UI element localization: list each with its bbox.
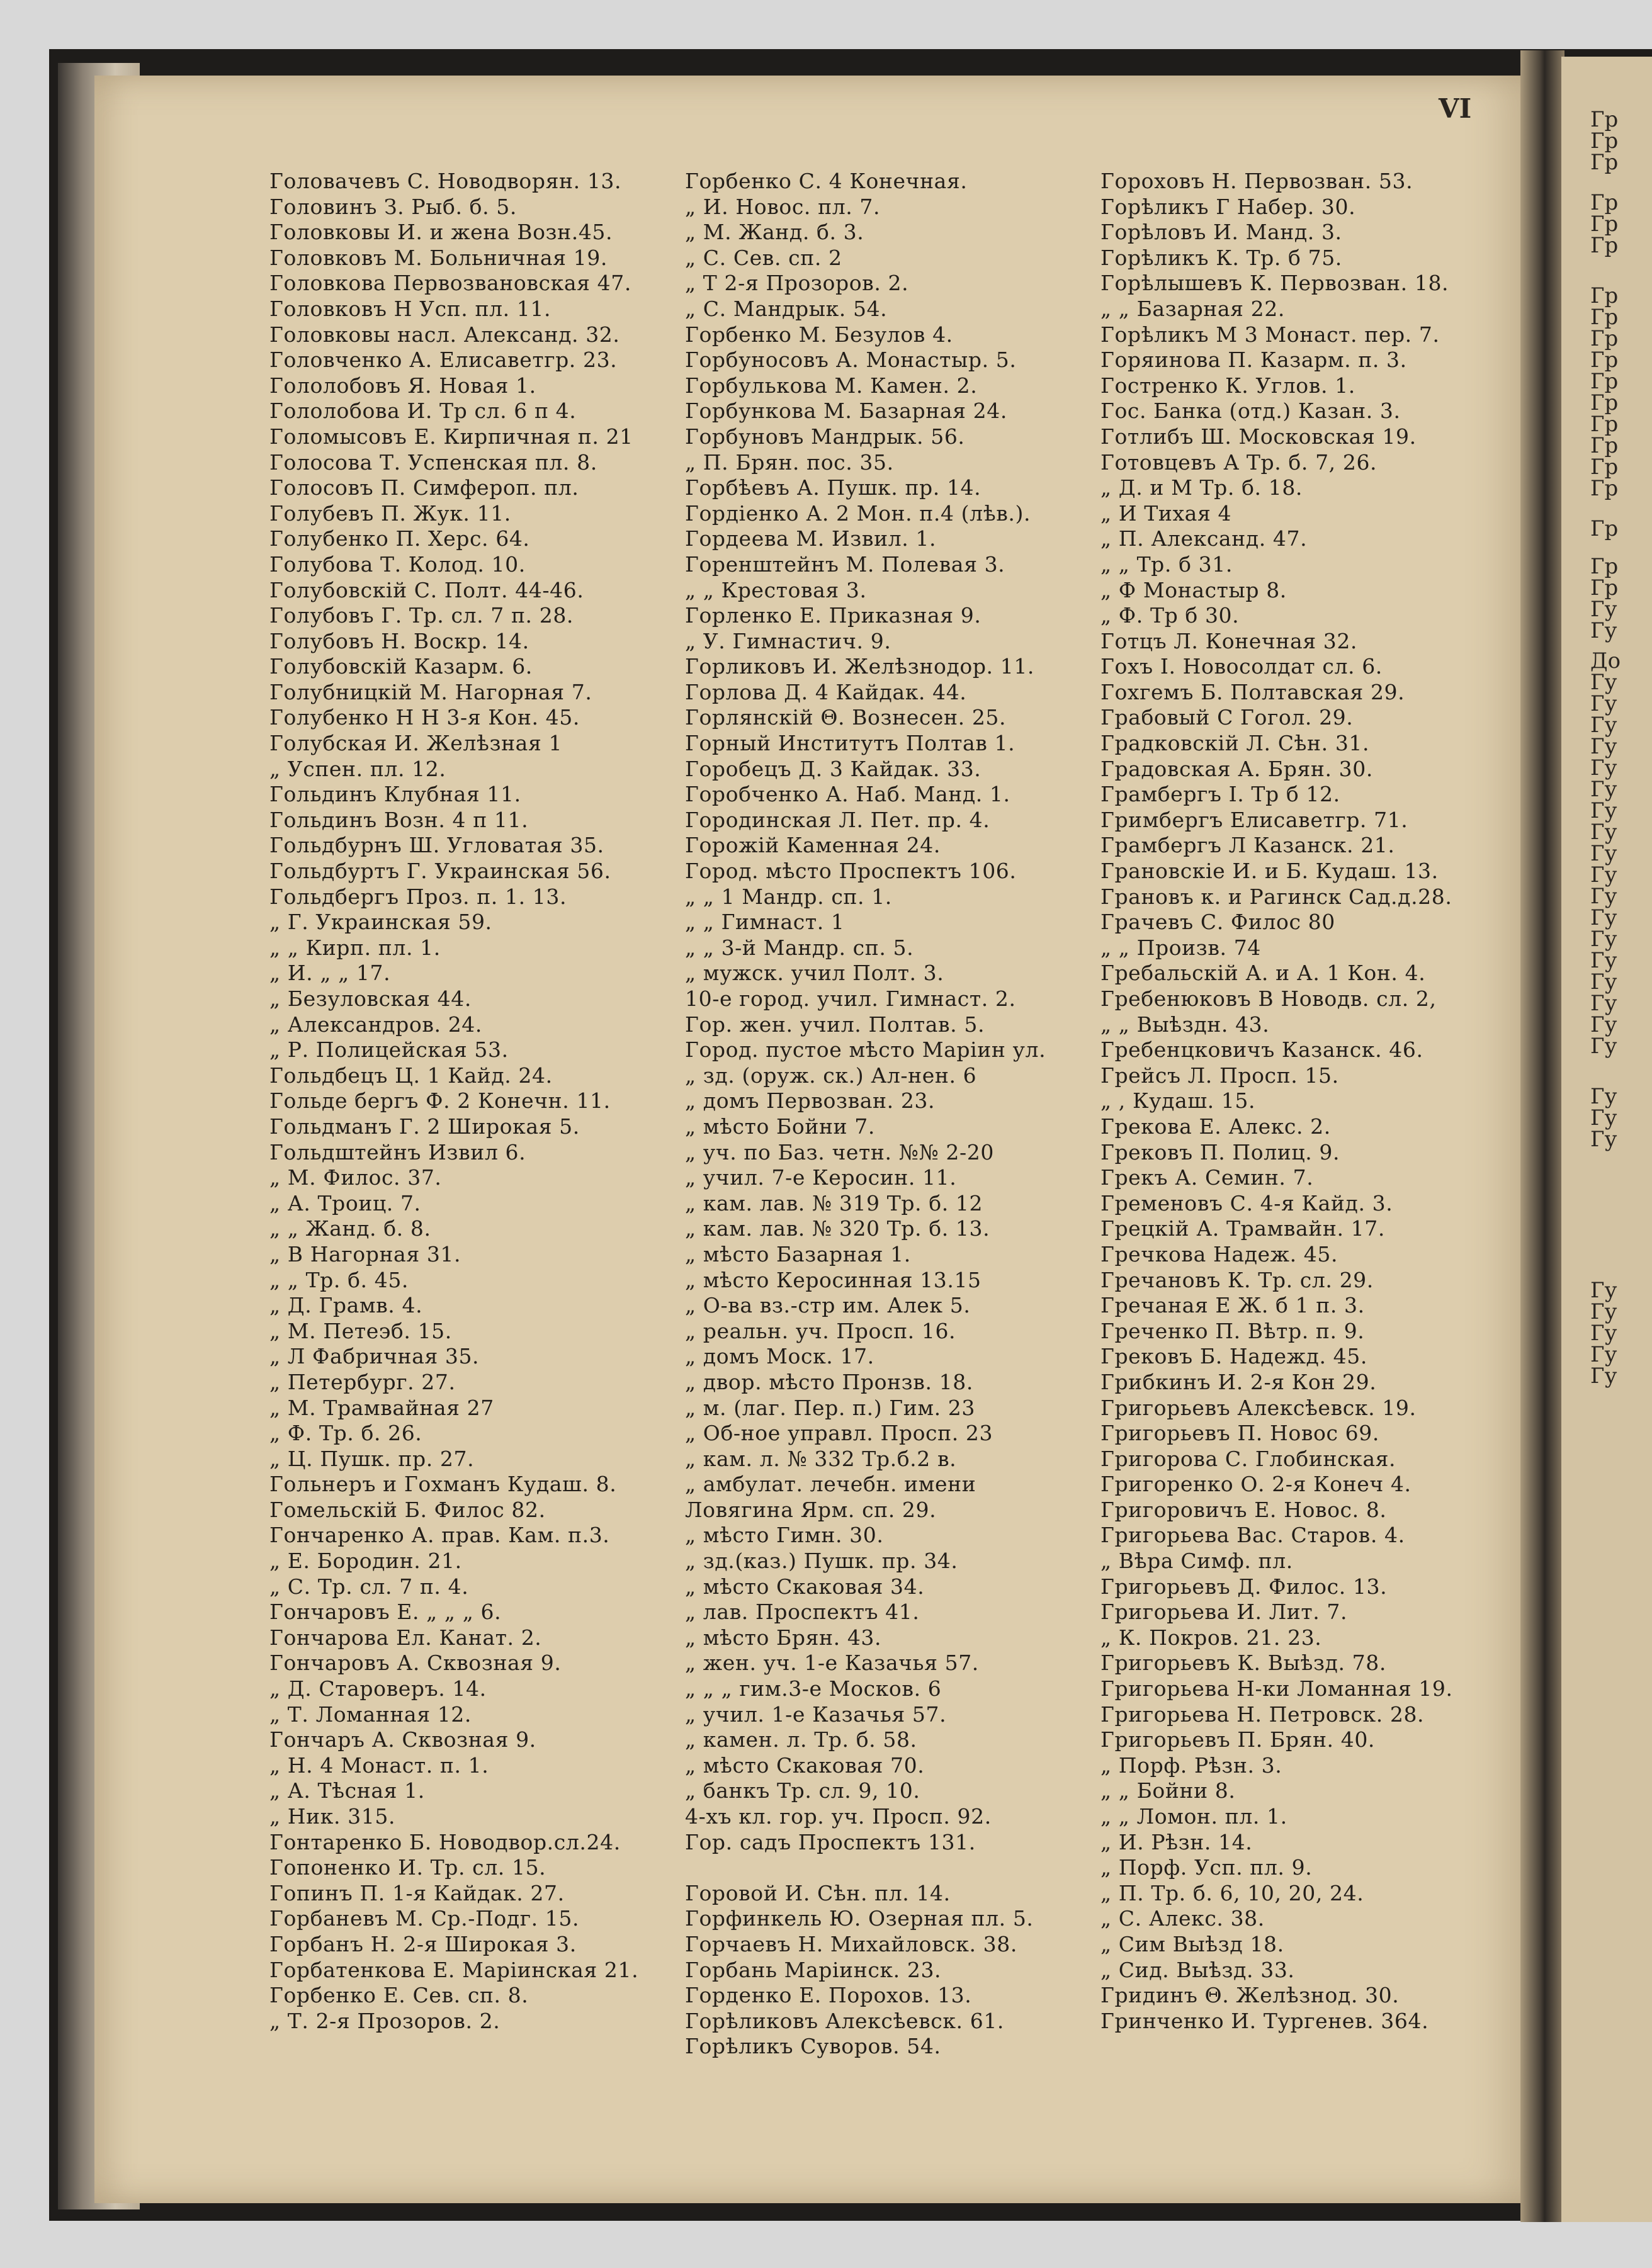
next-page-fragment: Гу bbox=[1590, 1321, 1617, 1346]
directory-entry: „ К. Покров. 21. 23. bbox=[1100, 1625, 1322, 1650]
next-page-fragment: Гу bbox=[1590, 734, 1617, 759]
directory-entry: Головковъ М. Больничная 19. bbox=[269, 245, 608, 270]
directory-entry: Горленко Е. Приказная 9. bbox=[685, 603, 982, 628]
directory-entry: Григорьевъ П. Брян. 40. bbox=[1100, 1727, 1376, 1752]
directory-entry: Гречкова Надеж. 45. bbox=[1100, 1241, 1338, 1267]
directory-entry: Гостренко К. Углов. 1. bbox=[1100, 373, 1355, 398]
directory-entry: „ „ Крестовая 3. bbox=[685, 577, 867, 602]
directory-entry: Ловягина Ярм. сп. 29. bbox=[685, 1497, 937, 1522]
directory-entry: „ И. „ „ 17. bbox=[269, 961, 391, 986]
page-number: VI bbox=[1439, 93, 1472, 124]
directory-entry: „ Т. Ломанная 12. bbox=[269, 1701, 472, 1727]
book-gutter bbox=[1520, 50, 1564, 2222]
directory-entry: Головковы насл. Александ. 32. bbox=[269, 322, 620, 347]
directory-entry: „ Ц. Пушк. пр. 27. bbox=[269, 1446, 475, 1471]
directory-entry: „ Ф. Тр б 30. bbox=[1100, 603, 1240, 628]
directory-entry: „ учил. 7-е Керосин. 11. bbox=[685, 1165, 957, 1190]
directory-entry: Гринченко И. Тургенев. 364. bbox=[1100, 2008, 1429, 2033]
directory-entry: „ П. Александ. 47. bbox=[1100, 526, 1308, 551]
directory-entry: „ зд.(каз.) Пушк. пр. 34. bbox=[685, 1549, 958, 1574]
directory-entry: Горяинова П. Казарм. п. 3. bbox=[1100, 347, 1407, 373]
directory-entry: Гончаровъ Е. „ „ „ 6. bbox=[269, 1599, 502, 1625]
next-page-fragment: Гу bbox=[1590, 1342, 1617, 1367]
directory-entry: Гольдбуртъ Г. Украинская 56. bbox=[269, 859, 611, 884]
directory-entry: Горбулькова М. Камен. 2. bbox=[685, 373, 978, 398]
next-page-fragment: Гу bbox=[1590, 691, 1617, 716]
directory-entry: Голубская И. Желѣзная 1 bbox=[269, 731, 563, 756]
next-page-fragment: Гу bbox=[1590, 1084, 1617, 1109]
directory-entry: Голосовъ П. Симфероп. пл. bbox=[269, 475, 579, 500]
directory-entry: Гордіенко А. 2 Мон. п.4 (лѣв.). bbox=[685, 500, 1031, 526]
directory-entry: Гопоненко И. Тр. сл. 15. bbox=[269, 1855, 546, 1880]
directory-entry: Готовцевъ А Тр. б. 7, 26. bbox=[1100, 449, 1378, 475]
directory-entry: Горожій Каменная 24. bbox=[685, 833, 941, 858]
next-page-fragment: Гу bbox=[1590, 969, 1617, 995]
directory-entry: „ „ Гимнаст. 1 bbox=[685, 910, 845, 935]
directory-entry: „ Сид. Выѣзд. 33. bbox=[1100, 1957, 1295, 1982]
next-page-fragment: Гр bbox=[1590, 369, 1619, 394]
directory-entry: „ И Тихая 4 bbox=[1100, 500, 1232, 526]
directory-entry: „ кам. лав. № 319 Тр. б. 12 bbox=[685, 1190, 983, 1216]
directory-entry: Гохгемъ Б. Полтавская 29. bbox=[1100, 679, 1405, 704]
directory-entry: „ Александров. 24. bbox=[269, 1012, 482, 1037]
directory-entry: „ Порф. Усп. пл. 9. bbox=[1100, 1855, 1313, 1880]
directory-entry: Грачевъ С. Филос 80 bbox=[1100, 910, 1335, 935]
directory-entry: Горбаневъ М. Ср.-Подг. 15. bbox=[269, 1906, 580, 1931]
directory-entry: Грамбергъ I. Тр б 12. bbox=[1100, 782, 1340, 807]
directory-entry: Гречаная Е Ж. б 1 п. 3. bbox=[1100, 1293, 1365, 1318]
directory-entry: Горбань Маріинск. 23. bbox=[685, 1957, 942, 1982]
next-page-fragment: Гр bbox=[1590, 150, 1619, 175]
directory-entry: „ Порф. Рѣзн. 3. bbox=[1100, 1752, 1282, 1778]
column-2 bbox=[685, 169, 1094, 2060]
directory-entry: „ домъ Моск. 17. bbox=[685, 1344, 874, 1369]
next-page-fragment: Гр bbox=[1590, 107, 1619, 132]
directory-entry: „ Г. Украинская 59. bbox=[269, 910, 492, 935]
directory-entry: Гольдинъ Клубная 11. bbox=[269, 782, 521, 807]
directory-entry: „ Т 2-я Прозоров. 2. bbox=[685, 271, 909, 296]
directory-entry: 4-хъ кл. гор. уч. Просп. 92. bbox=[685, 1804, 992, 1829]
directory-entry: Город. мѣсто Проспектъ 106. bbox=[685, 859, 1017, 884]
next-page-fragment: Гр bbox=[1590, 476, 1619, 501]
directory-entry: Грековъ Б. Надежд. 45. bbox=[1100, 1344, 1367, 1369]
directory-entry: „ М. Трамвайная 27 bbox=[269, 1395, 494, 1420]
next-page-fragment: Гу bbox=[1590, 1278, 1617, 1303]
directory-entry: Грибкинъ И. 2-я Кон 29. bbox=[1100, 1369, 1377, 1394]
directory-entry: Гордеева М. Извил. 1. bbox=[685, 526, 937, 551]
directory-entry: „ С. Мандрык. 54. bbox=[685, 296, 888, 321]
directory-entry: Горѣловъ И. Манд. 3. bbox=[1100, 220, 1342, 245]
directory-entry: Голубевъ П. Жук. 11. bbox=[269, 500, 511, 526]
directory-entry: Горбункова М. Базарная 24. bbox=[685, 398, 1007, 424]
directory-entry: „ амбулат. лечебн. имени bbox=[685, 1472, 976, 1497]
directory-entry: Гончарова Ел. Канат. 2. bbox=[269, 1625, 542, 1650]
directory-entry: Гомельскій Б. Филос 82. bbox=[269, 1497, 546, 1522]
directory-entry bbox=[685, 1855, 1094, 1881]
next-page-fragment: Гр bbox=[1590, 454, 1619, 480]
directory-entry: „ „ Тр. б 31. bbox=[1100, 551, 1233, 577]
directory-entry: Головковы И. и жена Возн.45. bbox=[269, 220, 613, 245]
directory-entry: Голубовъ Г. Тр. сл. 7 п. 28. bbox=[269, 603, 574, 628]
directory-entry: Голубовскій С. Полт. 44-46. bbox=[269, 577, 584, 602]
directory-entry: Греченко П. Вѣтр. п. 9. bbox=[1100, 1318, 1365, 1343]
directory-entry: „ Д. и М Тр. б. 18. bbox=[1100, 475, 1303, 500]
next-page-fragment: Гу bbox=[1590, 905, 1617, 930]
directory-entry: Горный Институтъ Полтав 1. bbox=[685, 731, 1016, 756]
next-page-fragment: Гр bbox=[1590, 190, 1619, 215]
directory-entry: Гременовъ С. 4-я Кайд. 3. bbox=[1100, 1190, 1393, 1216]
directory-entry: „ реальн. уч. Просп. 16. bbox=[685, 1318, 956, 1343]
next-page-fragment: Гр bbox=[1590, 283, 1619, 308]
next-page-fragment: Гр bbox=[1590, 433, 1619, 458]
directory-entry: „ Д. Староверъ. 14. bbox=[269, 1676, 487, 1701]
directory-entry: Гос. Банка (отд.) Казан. 3. bbox=[1100, 398, 1401, 424]
directory-entry: „ М. Филос. 37. bbox=[269, 1165, 442, 1190]
directory-entry: „ Е. Бородин. 21. bbox=[269, 1549, 462, 1574]
directory-entry: „ Д. Грамв. 4. bbox=[269, 1293, 423, 1318]
next-page-fragment: Гу bbox=[1590, 1012, 1617, 1037]
next-page-fragment: До bbox=[1590, 648, 1621, 674]
directory-entry: „ „ Кирп. пл. 1. bbox=[269, 935, 441, 960]
directory-entry: Гольдбецъ Ц. 1 Кайд. 24. bbox=[269, 1063, 553, 1088]
directory-entry: Готлибъ Ш. Московская 19. bbox=[1100, 424, 1417, 449]
directory-entry: Гольнеръ и Гохманъ Кудаш. 8. bbox=[269, 1472, 617, 1497]
directory-entry: „ лав. Проспектъ 41. bbox=[685, 1599, 920, 1625]
directory-entry: Григорьева Н. Петровск. 28. bbox=[1100, 1701, 1425, 1727]
directory-entry: Город. пустое мѣсто Маріин ул. bbox=[685, 1037, 1046, 1063]
directory-entry: Грекъ А. Семин. 7. bbox=[1100, 1165, 1314, 1190]
directory-entry: 10-е город. учил. Гимнаст. 2. bbox=[685, 986, 1016, 1011]
directory-entry: Горчаевъ Н. Михайловск. 38. bbox=[685, 1931, 1017, 1956]
directory-entry: „ кам. л. № 332 Тр.б.2 в. bbox=[685, 1446, 957, 1471]
directory-entry: Горлова Д. 4 Кайдак. 44. bbox=[685, 679, 967, 704]
next-page-fragment: Гу bbox=[1590, 1299, 1617, 1324]
directory-entry: „ „ Бойни 8. bbox=[1100, 1778, 1236, 1803]
directory-entry: „ Ф. Тр. б. 26. bbox=[269, 1421, 422, 1446]
directory-entry: Горбуновъ Мандрык. 56. bbox=[685, 424, 965, 449]
directory-entry: Грецкій А. Трамвайн. 17. bbox=[1100, 1216, 1385, 1241]
directory-entry: Горлянскій Θ. Вознесен. 25. bbox=[685, 705, 1007, 730]
directory-entry: Голосова Т. Успенская пл. 8. bbox=[269, 449, 597, 475]
next-page-fragment: Гу bbox=[1590, 618, 1617, 643]
directory-entry: Градовская А. Брян. 30. bbox=[1100, 756, 1373, 781]
directory-entry: „ У. Гимнастич. 9. bbox=[685, 628, 891, 653]
directory-entry: „ мѣсто Скаковая 34. bbox=[685, 1574, 925, 1599]
directory-entry: „ Л Фабричная 35. bbox=[269, 1344, 480, 1369]
column-3 bbox=[1100, 169, 1510, 2034]
directory-entry: Голубова Т. Колод. 10. bbox=[269, 551, 526, 577]
directory-entry: „ мѣсто Скаковая 70. bbox=[685, 1752, 925, 1778]
directory-entry: Горфинкель Ю. Озерная пл. 5. bbox=[685, 1906, 1034, 1931]
directory-entry: Григорьевъ К. Выѣзд. 78. bbox=[1100, 1650, 1386, 1676]
next-page-edge bbox=[1561, 57, 1652, 2222]
directory-entry: Головинъ З. Рыб. б. 5. bbox=[269, 194, 517, 219]
directory-entry: Голубницкій М. Нагорная 7. bbox=[269, 679, 592, 704]
directory-entry: Григорьева И. Лит. 7. bbox=[1100, 1599, 1348, 1625]
directory-entry: „ учил. 1-е Казачья 57. bbox=[685, 1701, 947, 1727]
directory-entry: „ „ 3-й Мандр. сп. 5. bbox=[685, 935, 914, 960]
directory-entry: Григоренко О. 2-я Конеч 4. bbox=[1100, 1472, 1412, 1497]
directory-entry: „ Петербург. 27. bbox=[269, 1369, 456, 1394]
directory-entry: Гримбергъ Елисаветгр. 71. bbox=[1100, 807, 1408, 832]
next-page-fragment: Гр bbox=[1590, 326, 1619, 351]
directory-entry: Григорьева Н-ки Ломанная 19. bbox=[1100, 1676, 1453, 1701]
directory-entry: Гольдштейнъ Извил 6. bbox=[269, 1139, 526, 1165]
directory-entry: „ С. Тр. сл. 7 п. 4. bbox=[269, 1574, 469, 1599]
next-page-fragment: Гр bbox=[1590, 212, 1619, 237]
directory-entry: „ Н. 4 Монаст. п. 1. bbox=[269, 1752, 489, 1778]
directory-entry: „ мѣсто Керосинная 13.15 bbox=[685, 1267, 982, 1292]
directory-entry: „ И. Рѣзн. 14. bbox=[1100, 1829, 1253, 1854]
next-page-fragment: Гу bbox=[1590, 670, 1617, 695]
directory-entry: Горобченко А. Наб. Манд. 1. bbox=[685, 782, 1010, 807]
directory-entry: Горѣликъ Суворов. 54. bbox=[685, 2034, 941, 2059]
directory-entry: Голубенко П. Херс. 64. bbox=[269, 526, 530, 551]
directory-entry: Голомысовъ Е. Кирпичная п. 21 bbox=[269, 424, 633, 449]
directory-entry: „ О-ва вз.-стр им. Алек 5. bbox=[685, 1293, 971, 1318]
directory-entry: „ „ Базарная 22. bbox=[1100, 296, 1285, 321]
directory-entry: Горѣликовъ Алексѣевск. 61. bbox=[685, 2008, 1005, 2033]
directory-entry: „ мѣсто Бойни 7. bbox=[685, 1114, 875, 1139]
directory-entry: „ Вѣра Симф. пл. bbox=[1100, 1549, 1293, 1574]
next-page-fragment: Гу bbox=[1590, 820, 1617, 845]
next-page-fragment: Гу bbox=[1590, 713, 1617, 738]
directory-entry: Горбатенкова Е. Маріинская 21. bbox=[269, 1957, 639, 1982]
directory-entry: „ Успен. пл. 12. bbox=[269, 756, 446, 781]
directory-entry: Гончаръ А. Сквозная 9. bbox=[269, 1727, 536, 1752]
directory-entry: „ „ Ломон. пл. 1. bbox=[1100, 1804, 1287, 1829]
directory-entry: Гречановъ К. Тр. сл. 29. bbox=[1100, 1267, 1374, 1292]
next-page-fragment: Гр bbox=[1590, 390, 1619, 415]
next-page-fragment: Гу bbox=[1590, 777, 1617, 802]
directory-entry: Горбуносовъ А. Монастыр. 5. bbox=[685, 347, 1017, 373]
directory-entry: Горбенко С. 4 Конечная. bbox=[685, 169, 968, 193]
directory-entry: Голубенко Н Н 3-я Кон. 45. bbox=[269, 705, 580, 730]
directory-entry: Горенштейнъ М. Полевая 3. bbox=[685, 551, 1005, 577]
directory-entry: „ П. Брян. пос. 35. bbox=[685, 449, 894, 475]
directory-entry: Горобецъ Д. 3 Кайдак. 33. bbox=[685, 756, 982, 781]
column-1 bbox=[269, 169, 679, 2034]
directory-entry: Гор. жен. учил. Полтав. 5. bbox=[685, 1012, 985, 1037]
next-page-fragment: Гу bbox=[1590, 991, 1617, 1016]
directory-entry: Гольдбергъ Проз. п. 1. 13. bbox=[269, 884, 567, 909]
directory-entry: Гололобова И. Тр сл. 6 п 4. bbox=[269, 398, 577, 424]
next-page-fragment: Гр bbox=[1590, 412, 1619, 437]
directory-entry: „ М. Жанд. б. 3. bbox=[685, 220, 864, 245]
directory-entry: „ И. Новос. пл. 7. bbox=[685, 194, 881, 219]
next-page-fragment: Гу bbox=[1590, 884, 1617, 909]
directory-entry: Григорова С. Глобинская. bbox=[1100, 1446, 1396, 1471]
next-page-fragment: Гу bbox=[1590, 798, 1617, 823]
directory-entry: Гопинъ П. 1-я Кайдак. 27. bbox=[269, 1880, 565, 1905]
directory-entry: Гор. садъ Проспектъ 131. bbox=[685, 1829, 976, 1854]
directory-entry: Гольдбурнъ Ш. Угловатая 35. bbox=[269, 833, 604, 858]
next-page-fragment: Гр bbox=[1590, 575, 1619, 601]
next-page-fragment: Гу bbox=[1590, 841, 1617, 866]
directory-entry: Григорьевъ Д. Филос. 13. bbox=[1100, 1574, 1388, 1599]
directory-entry: „ М. Петеэб. 15. bbox=[269, 1318, 452, 1343]
directory-entry: „ мѣсто Базарная 1. bbox=[685, 1241, 911, 1267]
next-page-fragment: Гу bbox=[1590, 862, 1617, 888]
next-page-fragment: Гр bbox=[1590, 233, 1619, 258]
directory-entry: Гридинъ Θ. Желѣзнод. 30. bbox=[1100, 1983, 1400, 2008]
directory-entry: Градковскій Л. Сѣн. 31. bbox=[1100, 731, 1370, 756]
directory-entry: „ двор. мѣсто Пронзв. 18. bbox=[685, 1369, 973, 1394]
directory-entry: „ Р. Полицейская 53. bbox=[269, 1037, 509, 1063]
directory-entry: Гребенцковичъ Казанск. 46. bbox=[1100, 1037, 1423, 1063]
directory-entry: Гололобовъ Я. Новая 1. bbox=[269, 373, 536, 398]
next-page-fragment: Гр bbox=[1590, 128, 1619, 154]
directory-entry: Григоровичъ Е. Новос. 8. bbox=[1100, 1497, 1387, 1522]
directory-entry: Гороховъ Н. Первозван. 53. bbox=[1100, 169, 1413, 193]
directory-entry: Горликовъ И. Желѣзнодор. 11. bbox=[685, 654, 1035, 679]
directory-entry: Голубовъ Н. Воскр. 14. bbox=[269, 628, 529, 653]
directory-entry: „ домъ Первозван. 23. bbox=[685, 1088, 936, 1114]
next-page-fragment: Гр bbox=[1590, 516, 1619, 541]
directory-entry: Горовой И. Сѣн. пл. 14. bbox=[685, 1880, 951, 1905]
next-page-fragment: Гр bbox=[1590, 305, 1619, 330]
directory-entry: „ жен. уч. 1-е Казачья 57. bbox=[685, 1650, 979, 1676]
next-page-fragment: Гу bbox=[1590, 927, 1617, 952]
directory-entry: „ „ „ гим.3-е Москов. 6 bbox=[685, 1676, 942, 1701]
directory-entry: Голубовскій Казарм. 6. bbox=[269, 654, 533, 679]
directory-entry: „ „ 1 Мандр. сп. 1. bbox=[685, 884, 892, 909]
directory-entry: „ зд. (оруж. ск.) Ал-нен. 6 bbox=[685, 1063, 977, 1088]
directory-entry: Горбенко Е. Сев. сп. 8. bbox=[269, 1983, 529, 2008]
directory-entry: Головкова Первозвановская 47. bbox=[269, 271, 631, 296]
directory-entry: Гольде бергъ Ф. 2 Конечн. 11. bbox=[269, 1088, 611, 1114]
directory-entry: Горбѣевъ А. Пушк. пр. 14. bbox=[685, 475, 982, 500]
directory-entry: Гребальскій А. и А. 1 Кон. 4. bbox=[1100, 961, 1426, 986]
directory-entry: „ В Нагорная 31. bbox=[269, 1241, 461, 1267]
directory-entry: Григорьева Вас. Старов. 4. bbox=[1100, 1523, 1405, 1548]
directory-entry: „ кам. лав. № 320 Тр. б. 13. bbox=[685, 1216, 990, 1241]
directory-entry: „ уч. по Баз. четн. №№ 2-20 bbox=[685, 1139, 994, 1165]
directory-entry: Григорьевъ П. Новос 69. bbox=[1100, 1421, 1379, 1446]
directory-entry: Гохъ I. Новосолдат сл. 6. bbox=[1100, 654, 1383, 679]
directory-entry: Горѣликъ М 3 Монаст. пер. 7. bbox=[1100, 322, 1440, 347]
directory-entry: „ „ Выѣздн. 43. bbox=[1100, 1012, 1270, 1037]
directory-entry: „ банкъ Тр. сл. 9, 10. bbox=[685, 1778, 920, 1803]
directory-entry: Горѣликъ Г Набер. 30. bbox=[1100, 194, 1356, 219]
directory-entry: Грековъ П. Полиц. 9. bbox=[1100, 1139, 1340, 1165]
directory-entry: „ С. Сев. сп. 2 bbox=[685, 245, 842, 270]
directory-entry: Горѣликъ К. Тр. б 75. bbox=[1100, 245, 1342, 270]
next-page-fragment: Гу bbox=[1590, 1363, 1617, 1389]
directory-entry: „ камен. л. Тр. б. 58. bbox=[685, 1727, 917, 1752]
directory-entry: Гонтаренко Б. Новодвор.сл.24. bbox=[269, 1829, 621, 1854]
directory-entry: „ Т. 2-я Прозоров. 2. bbox=[269, 2008, 501, 2033]
directory-entry: Головковъ Н Усп. пл. 11. bbox=[269, 296, 552, 321]
next-page-fragment: Гр bbox=[1590, 347, 1619, 373]
directory-entry: Грекова Е. Алекс. 2. bbox=[1100, 1114, 1331, 1139]
directory-entry: Головачевъ С. Новодворян. 13. bbox=[269, 169, 622, 193]
directory-page bbox=[94, 76, 1530, 2203]
directory-entry: Горденко Е. Порохов. 13. bbox=[685, 1983, 972, 2008]
directory-entry: „ Ф Монастыр 8. bbox=[1100, 577, 1287, 602]
directory-entry: „ Безуловская 44. bbox=[269, 986, 472, 1011]
directory-entry: „ мужск. учил Полт. 3. bbox=[685, 961, 944, 986]
directory-entry: „ мѣсто Гимн. 30. bbox=[685, 1523, 884, 1548]
next-page-fragment: Гу bbox=[1590, 597, 1617, 622]
directory-entry: „ , Кудаш. 15. bbox=[1100, 1088, 1256, 1114]
directory-entry: „ П. Тр. б. 6, 10, 20, 24. bbox=[1100, 1880, 1364, 1905]
directory-entry: „ мѣсто Брян. 43. bbox=[685, 1625, 882, 1650]
directory-entry: „ Об-ное управл. Просп. 23 bbox=[685, 1421, 993, 1446]
directory-entry: Грабовый С Гогол. 29. bbox=[1100, 705, 1354, 730]
directory-entry: „ Ник. 315. bbox=[269, 1804, 396, 1829]
directory-entry: „ „ Тр. б. 45. bbox=[269, 1267, 409, 1292]
next-page-fragment: Гу bbox=[1590, 755, 1617, 781]
directory-entry: Грамбергъ Л Казанск. 21. bbox=[1100, 833, 1395, 858]
next-page-fragment: Гу bbox=[1590, 1105, 1617, 1131]
directory-entry: „ А. Троиц. 7. bbox=[269, 1190, 421, 1216]
directory-entry: Грейсъ Л. Просп. 15. bbox=[1100, 1063, 1339, 1088]
directory-entry: Горбанъ Н. 2-я Широкая 3. bbox=[269, 1931, 577, 1956]
next-page-fragment: Гр bbox=[1590, 554, 1619, 579]
next-page-fragment: Гу bbox=[1590, 1127, 1617, 1152]
directory-entry: „ м. (лаг. Пер. п.) Гим. 23 bbox=[685, 1395, 975, 1420]
directory-entry: Головченко А. Елисаветгр. 23. bbox=[269, 347, 618, 373]
directory-entry: Грановъ к. и Рагинск Сад.д.28. bbox=[1100, 884, 1452, 909]
directory-entry: Гончаровъ А. Сквозная 9. bbox=[269, 1650, 562, 1676]
directory-entry: Готцъ Л. Конечная 32. bbox=[1100, 628, 1358, 653]
directory-entry: Грановскіе И. и Б. Кудаш. 13. bbox=[1100, 859, 1439, 884]
directory-entry: Гольдинъ Возн. 4 п 11. bbox=[269, 807, 529, 832]
directory-entry: Григорьевъ Алексѣевск. 19. bbox=[1100, 1395, 1417, 1420]
directory-entry: Гончаренко А. прав. Кам. п.3. bbox=[269, 1523, 610, 1548]
directory-entry: „ А. Тѣсная 1. bbox=[269, 1778, 425, 1803]
directory-entry: Горбенко М. Безулов 4. bbox=[685, 322, 953, 347]
directory-entry: „ С. Алекс. 38. bbox=[1100, 1906, 1265, 1931]
next-page-fragment: Гу bbox=[1590, 948, 1617, 973]
directory-entry: Гольдманъ Г. 2 Широкая 5. bbox=[269, 1114, 580, 1139]
directory-entry: „ „ Произв. 74 bbox=[1100, 935, 1261, 960]
directory-entry: Городинская Л. Пет. пр. 4. bbox=[685, 807, 990, 832]
directory-entry: Горѣлышевъ К. Первозван. 18. bbox=[1100, 271, 1449, 296]
directory-entry: „ Сим Выѣзд 18. bbox=[1100, 1931, 1284, 1956]
next-page-fragment: Гу bbox=[1590, 1034, 1617, 1059]
directory-entry: Гребенюковъ В Новодв. сл. 2, bbox=[1100, 986, 1437, 1011]
directory-entry: „ „ Жанд. б. 8. bbox=[269, 1216, 431, 1241]
